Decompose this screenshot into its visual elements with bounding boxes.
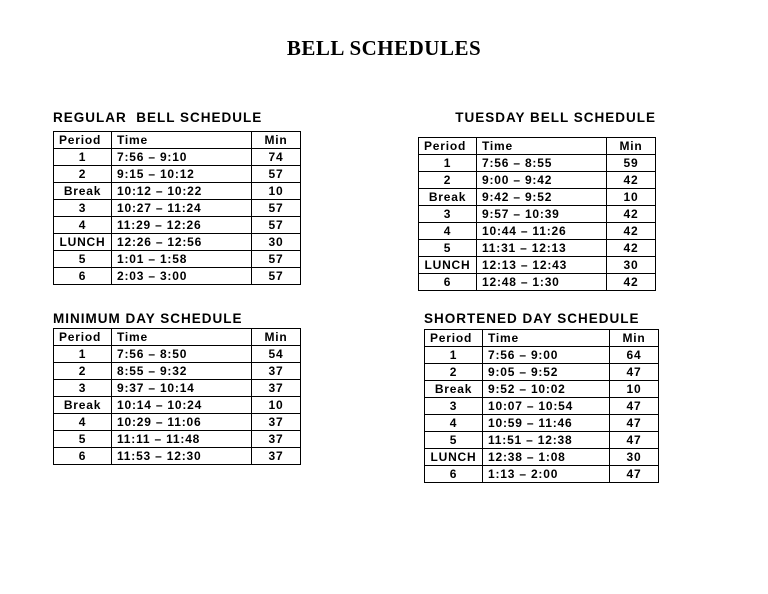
col-time-header: Time [483, 330, 610, 347]
period-cell: 3 [425, 398, 483, 415]
table-row [425, 432, 659, 449]
time-cell: 7:56 – 9:00 [483, 347, 610, 364]
minutes-cell: 37 [252, 363, 301, 380]
time-cell: 1:13 – 2:00 [483, 466, 610, 483]
minimum-schedule [53, 311, 301, 465]
minutes-cell: 42 [607, 223, 656, 240]
table-row [54, 414, 301, 431]
minutes-cell: 47 [610, 466, 659, 483]
table-row [54, 200, 301, 217]
minutes-cell: 74 [252, 149, 301, 166]
minutes-cell: 42 [607, 206, 656, 223]
col-min-header: Min [607, 138, 656, 155]
table-header [425, 330, 659, 347]
time-cell: 7:56 – 8:50 [112, 346, 252, 363]
col-period-header: Period [54, 329, 112, 346]
period-cell: 6 [419, 274, 477, 291]
table-row [419, 189, 656, 206]
minutes-cell: 59 [607, 155, 656, 172]
table-row [54, 346, 301, 363]
time-cell: 10:14 – 10:24 [112, 397, 252, 414]
table-row [425, 347, 659, 364]
period-cell: LUNCH [419, 257, 477, 274]
table-row [425, 415, 659, 432]
minutes-cell: 10 [607, 189, 656, 206]
table-row [54, 448, 301, 465]
table-row [419, 274, 656, 291]
period-cell: 4 [419, 223, 477, 240]
time-cell: 9:05 – 9:52 [483, 364, 610, 381]
time-cell: 10:27 – 11:24 [112, 200, 252, 217]
time-cell: 7:56 – 9:10 [112, 149, 252, 166]
schedule-table [418, 137, 656, 291]
time-cell: 9:57 – 10:39 [477, 206, 607, 223]
period-cell: 4 [54, 217, 112, 234]
col-time-header: Time [112, 132, 252, 149]
time-cell: 10:59 – 11:46 [483, 415, 610, 432]
time-cell: 10:12 – 10:22 [112, 183, 252, 200]
time-cell: 1:01 – 1:58 [112, 251, 252, 268]
schedule-title: REGULAR BELL SCHEDULE [53, 110, 263, 125]
period-cell: 2 [54, 166, 112, 183]
period-cell: 1 [419, 155, 477, 172]
table-row [425, 398, 659, 415]
period-cell: 2 [419, 172, 477, 189]
minutes-cell: 30 [607, 257, 656, 274]
period-cell: 3 [54, 380, 112, 397]
period-cell: LUNCH [425, 449, 483, 466]
minutes-cell: 57 [252, 251, 301, 268]
minutes-cell: 10 [252, 397, 301, 414]
minutes-cell: 57 [252, 166, 301, 183]
time-cell: 11:11 – 11:48 [112, 431, 252, 448]
time-cell: 11:31 – 12:13 [477, 240, 607, 257]
table-row [425, 466, 659, 483]
period-cell: Break [54, 397, 112, 414]
minutes-cell: 42 [607, 172, 656, 189]
minutes-cell: 54 [252, 346, 301, 363]
col-period-header: Period [54, 132, 112, 149]
period-cell: LUNCH [54, 234, 112, 251]
table-row [54, 251, 301, 268]
minutes-cell: 37 [252, 431, 301, 448]
table-row [419, 172, 656, 189]
minutes-cell: 37 [252, 448, 301, 465]
table-row [54, 217, 301, 234]
shortened-schedule [424, 311, 659, 483]
time-cell: 10:44 – 11:26 [477, 223, 607, 240]
table-row [419, 206, 656, 223]
tuesday-schedule [418, 110, 656, 291]
minutes-cell: 57 [252, 217, 301, 234]
schedule-table [424, 329, 659, 483]
period-cell: 2 [54, 363, 112, 380]
col-min-header: Min [610, 330, 659, 347]
schedule-table [53, 131, 301, 285]
table-row [54, 363, 301, 380]
period-cell: Break [54, 183, 112, 200]
col-time-header: Time [477, 138, 607, 155]
period-cell: 1 [54, 149, 112, 166]
minutes-cell: 47 [610, 364, 659, 381]
minutes-cell: 47 [610, 398, 659, 415]
table-row [54, 380, 301, 397]
schedule-title: MINIMUM DAY SCHEDULE [53, 311, 243, 326]
time-cell: 9:15 – 10:12 [112, 166, 252, 183]
minutes-cell: 64 [610, 347, 659, 364]
table-row [419, 155, 656, 172]
time-cell: 9:37 – 10:14 [112, 380, 252, 397]
minutes-cell: 42 [607, 274, 656, 291]
period-cell: 5 [54, 251, 112, 268]
table-header [54, 329, 301, 346]
time-cell: 12:26 – 12:56 [112, 234, 252, 251]
minutes-cell: 30 [252, 234, 301, 251]
table-row [54, 431, 301, 448]
regular-schedule [53, 110, 301, 285]
minutes-cell: 57 [252, 268, 301, 285]
time-cell: 12:13 – 12:43 [477, 257, 607, 274]
table-row [54, 166, 301, 183]
minutes-cell: 37 [252, 414, 301, 431]
period-cell: 5 [419, 240, 477, 257]
time-cell: 12:38 – 1:08 [483, 449, 610, 466]
period-cell: Break [425, 381, 483, 398]
time-cell: 11:53 – 12:30 [112, 448, 252, 465]
col-period-header: Period [425, 330, 483, 347]
table-row [54, 268, 301, 285]
time-cell: 10:07 – 10:54 [483, 398, 610, 415]
minutes-cell: 47 [610, 415, 659, 432]
minutes-cell: 47 [610, 432, 659, 449]
schedule-title: SHORTENED DAY SCHEDULE [424, 311, 640, 326]
table-header [54, 132, 301, 149]
col-period-header: Period [419, 138, 477, 155]
period-cell: Break [419, 189, 477, 206]
table-row [54, 183, 301, 200]
period-cell: 6 [425, 466, 483, 483]
period-cell: 4 [54, 414, 112, 431]
table-row [419, 223, 656, 240]
period-cell: 1 [54, 346, 112, 363]
table-row [425, 381, 659, 398]
time-cell: 7:56 – 8:55 [477, 155, 607, 172]
period-cell: 3 [419, 206, 477, 223]
col-time-header: Time [112, 329, 252, 346]
minutes-cell: 57 [252, 200, 301, 217]
time-cell: 9:00 – 9:42 [477, 172, 607, 189]
period-cell: 3 [54, 200, 112, 217]
minutes-cell: 10 [252, 183, 301, 200]
time-cell: 9:42 – 9:52 [477, 189, 607, 206]
col-min-header: Min [252, 132, 301, 149]
table-row [54, 149, 301, 166]
page-title: BELL SCHEDULES [286, 36, 482, 60]
time-cell: 11:51 – 12:38 [483, 432, 610, 449]
period-cell: 2 [425, 364, 483, 381]
table-row [425, 364, 659, 381]
time-cell: 10:29 – 11:06 [112, 414, 252, 431]
period-cell: 5 [54, 431, 112, 448]
table-row [425, 449, 659, 466]
time-cell: 11:29 – 12:26 [112, 217, 252, 234]
time-cell: 8:55 – 9:32 [112, 363, 252, 380]
table-row [54, 397, 301, 414]
time-cell: 9:52 – 10:02 [483, 381, 610, 398]
period-cell: 4 [425, 415, 483, 432]
minutes-cell: 42 [607, 240, 656, 257]
minutes-cell: 30 [610, 449, 659, 466]
time-cell: 12:48 – 1:30 [477, 274, 607, 291]
period-cell: 6 [54, 448, 112, 465]
col-min-header: Min [252, 329, 301, 346]
period-cell: 1 [425, 347, 483, 364]
schedule-table [53, 328, 301, 465]
time-cell: 2:03 – 3:00 [112, 268, 252, 285]
table-row [54, 234, 301, 251]
minutes-cell: 10 [610, 381, 659, 398]
table-row [419, 240, 656, 257]
period-cell: 6 [54, 268, 112, 285]
table-header [419, 138, 656, 155]
period-cell: 5 [425, 432, 483, 449]
table-row [419, 257, 656, 274]
schedule-title: TUESDAY BELL SCHEDULE [455, 110, 656, 125]
minutes-cell: 37 [252, 380, 301, 397]
